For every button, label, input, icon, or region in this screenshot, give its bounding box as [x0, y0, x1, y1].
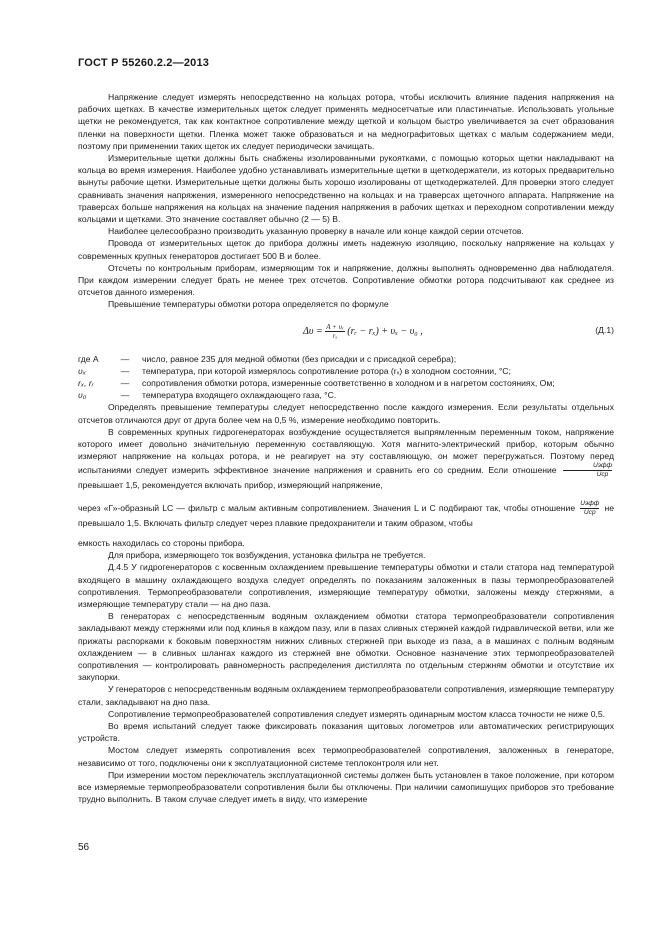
paragraph: Во время испытаний следует также фиксировать показания щитовых логометров или автоматических регистрирующих устройств. — [78, 720, 614, 744]
ratio-denominator: Uср — [583, 508, 596, 516]
paragraph-text: не превышало 1,5. Включать фильтр следует через плавкие предохранители и таким образом, чтобы — [78, 502, 614, 528]
formula-rest: (rᵣ − rₓ) + υₓ − υ₀ , — [347, 325, 423, 337]
paragraph: емкость находилась со стороны прибора. — [78, 537, 245, 548]
legend-symbol: где A — [78, 353, 99, 364]
legend-description: число, равное 235 для медной обмотки (без присадки и с присадкой серебра); — [142, 353, 457, 364]
formula-body — [303, 323, 423, 340]
ratio-numerator: Uэфф — [580, 499, 600, 507]
ratio-numerator: Uэфф — [563, 462, 612, 471]
equation-number: (Д.1) — [595, 324, 614, 335]
symbol-legend — [78, 353, 555, 402]
paragraph: Мостом следует измерять сопротивления всех термопреобразователей сопротивления, заложенных в генераторе, независимо от того, подключены они к эксплуатационной системе теплоконтроля или нет. — [78, 745, 614, 768]
paragraph: У генераторов с непосредственным водяным охлаждением термопреобразователи сопротивления, измеряющие температуру стали, закладывают на дно паза. — [78, 684, 614, 707]
paragraph: При измерении мостом переключатель эксплуатационной системы должен быть установлен в такое положение, при котором все измеряемые термопреобразователи сопротивления были бы отключены. При наличии самопишущих приборов это требование трудно выполнить. В таком случае следует иметь в виду, что измерение — [78, 769, 614, 805]
legend-dash: — — [120, 378, 130, 389]
formula-d1 — [78, 315, 614, 349]
paragraph: Определять превышение температуры следует непосредственно после каждого измерения. Если результаты отдельных отсчетов отличаются друг от друга более чем на 0,5 %, измерение необходимо повторить. — [78, 402, 614, 425]
legend-symbol: rₓ, rᵣ — [78, 378, 94, 389]
formula-denominator: rₓ — [332, 331, 338, 340]
paragraph-text: превышает 1,5, рекомендуется включать прибор, измеряющий напряжение, — [78, 480, 383, 491]
legend-description: температура входящего охлаждающего газа, °С. — [142, 390, 337, 401]
legend-symbol: υ₀ — [78, 390, 87, 401]
legend-description: сопротивления обмотки ротора, измеренные соответственно в холодном и в нагретом состояниях, Ом; — [142, 378, 555, 389]
ratio-denominator: Uср — [596, 471, 609, 479]
legend-symbol: υₓ — [78, 365, 86, 376]
paragraph: Напряжение следует измерять непосредственно на кольцах ротора, чтобы исключить влияние падения напряжения на рабочих щетках. В качестве измерительных щеток следует применять медносетчатые или пластинчатые. Использовать угольные щетки не рекомендуется, так как контактное сопротивление между щеткой и кольцом быстро увеличивается за счет образования пленки на поверхности щетки. Пленка может также образоваться и на меднографитовых щетках с малым содержанием меди, поэтому при применении таких щеток их следует периодически зачищать. — [78, 92, 614, 151]
paragraph-text: через «Г»-образный LC — фильтр с малым активным сопротивлением. Значения L и С подбирают так, чтобы отношение — [78, 502, 576, 513]
paragraph: Провода от измерительных щеток до прибора должны иметь надежную изоляцию, поскольку напряжение на кольцах у современных крупных генераторов достигает 500 В и более. — [78, 238, 614, 261]
document-header: ГОСТ Р 55260.2.2—2013 — [78, 57, 210, 69]
paragraph: Для прибора, измеряющего ток возбуждения, установка фильтра не требуется. — [108, 550, 426, 561]
legend-dash: — — [120, 353, 130, 364]
legend-description: температура, при которой измерялось сопротивление ротора (rₓ) в холодном состоянии, °С; — [142, 365, 511, 376]
legend-row — [78, 377, 555, 389]
paragraph — [78, 426, 614, 492]
paragraph: Отсчеты по контрольным приборам, измеряющим ток и напряжение, должны выполнять одновременно два наблюдателя. При каждом измерении следует брать не менее трех отсчетов. Сопротивление обмотки ротора подсчитывают как среднее из отсчетов данного измерения. — [78, 262, 614, 298]
document-body — [78, 91, 614, 805]
paragraph: Д.4.5 У гидрогенераторов с косвенным охлаждением превышение температуры обмотки и стали статора над температурой входящего в машину охлаждающего воздуха следует определять по показаниям заложенных в пазы термопреобразователей сопротивления. Термопреобразователи сопротивления, измеряющие температуру обмотки, заложены между стержнями, а измеряющие температуру стали — на дно паза. — [78, 562, 614, 609]
paragraph: В генераторах с непосредственным водяным охлаждением обмотки статора термопреобразователи сопротивления закладывают между стержнями или под клинья в каждом пазу, или в пазах сливных стержней каждой гидравлической ветви, или же прижаты распорками к боковым поверхностям нижних сливных стержней при выходе из паза, а в машинах с полным водяным охлаждением — в сливных шлангах каждого из стержней вне обмотки. Основное назначение этих термопреобразователей сопротивления — контролировать равномерность распределения дистиллята по отдельным стержням обмотки и отсутствие их закупорки. — [78, 611, 614, 683]
paragraph — [78, 500, 614, 529]
legend-dash: — — [120, 390, 130, 401]
formula-numerator: A + υₓ — [326, 322, 344, 331]
paragraph: Превышение температуры обмотки ротора определяется по формуле — [108, 299, 389, 310]
paragraph-text: В современных крупных гидрогенераторах возбуждение осуществляется выпрямленным переменным током, напряжение которого имеет довольно значительную переменную составляющую. Хотя магнито-электрический прибор, которым обычно измеряют напряжение на кольцах ротора, и не реагирует на эту составляющую, он может перегружаться. Поэтому перед испытаниями следует измерить эффективное значение напряжения и сравнить его со средним. Если отношение — [78, 426, 614, 476]
paragraph: Наиболее целесообразно производить указанную проверку в начале или конце каждой серии отсчетов. — [108, 226, 524, 237]
formula-fraction — [325, 323, 345, 340]
page-number: 56 — [78, 842, 90, 853]
legend-row — [78, 365, 555, 377]
paragraph: Измерительные щетки должны быть снабжены изолированными рукоятками, с помощью которых щетки накладывают на кольца во время измерения. Наиболее удобно устанавливать измерительные щетки в щеткодержатели, из которых предварительно вынуты рабочие щетки. Измерительные щетки должны быть хорошо изолированы от щеткодержателей. Для проверки этого следует сравнивать значения напряжения, измеренного непосредственно на кольцах и на траверсах щеточного аппарата. Напряжение на траверсах больше напряжения на кольцах на значение падения напряжения в рабочих щетках и переходном сопротивлении между кольцами и щетками. Это значение составляет обычно (2 — 5) В. — [78, 153, 614, 225]
legend-row — [78, 353, 555, 365]
legend-dash: — — [120, 365, 130, 376]
legend-row — [78, 389, 555, 401]
ratio-fraction — [580, 500, 599, 517]
ratio-fraction — [563, 462, 612, 479]
formula-lhs: Δυ = — [303, 325, 323, 337]
paragraph: Сопротивление термопреобразователей сопротивления следует измерять одинарным мостом класса точности не ниже 0,5. — [108, 708, 606, 719]
